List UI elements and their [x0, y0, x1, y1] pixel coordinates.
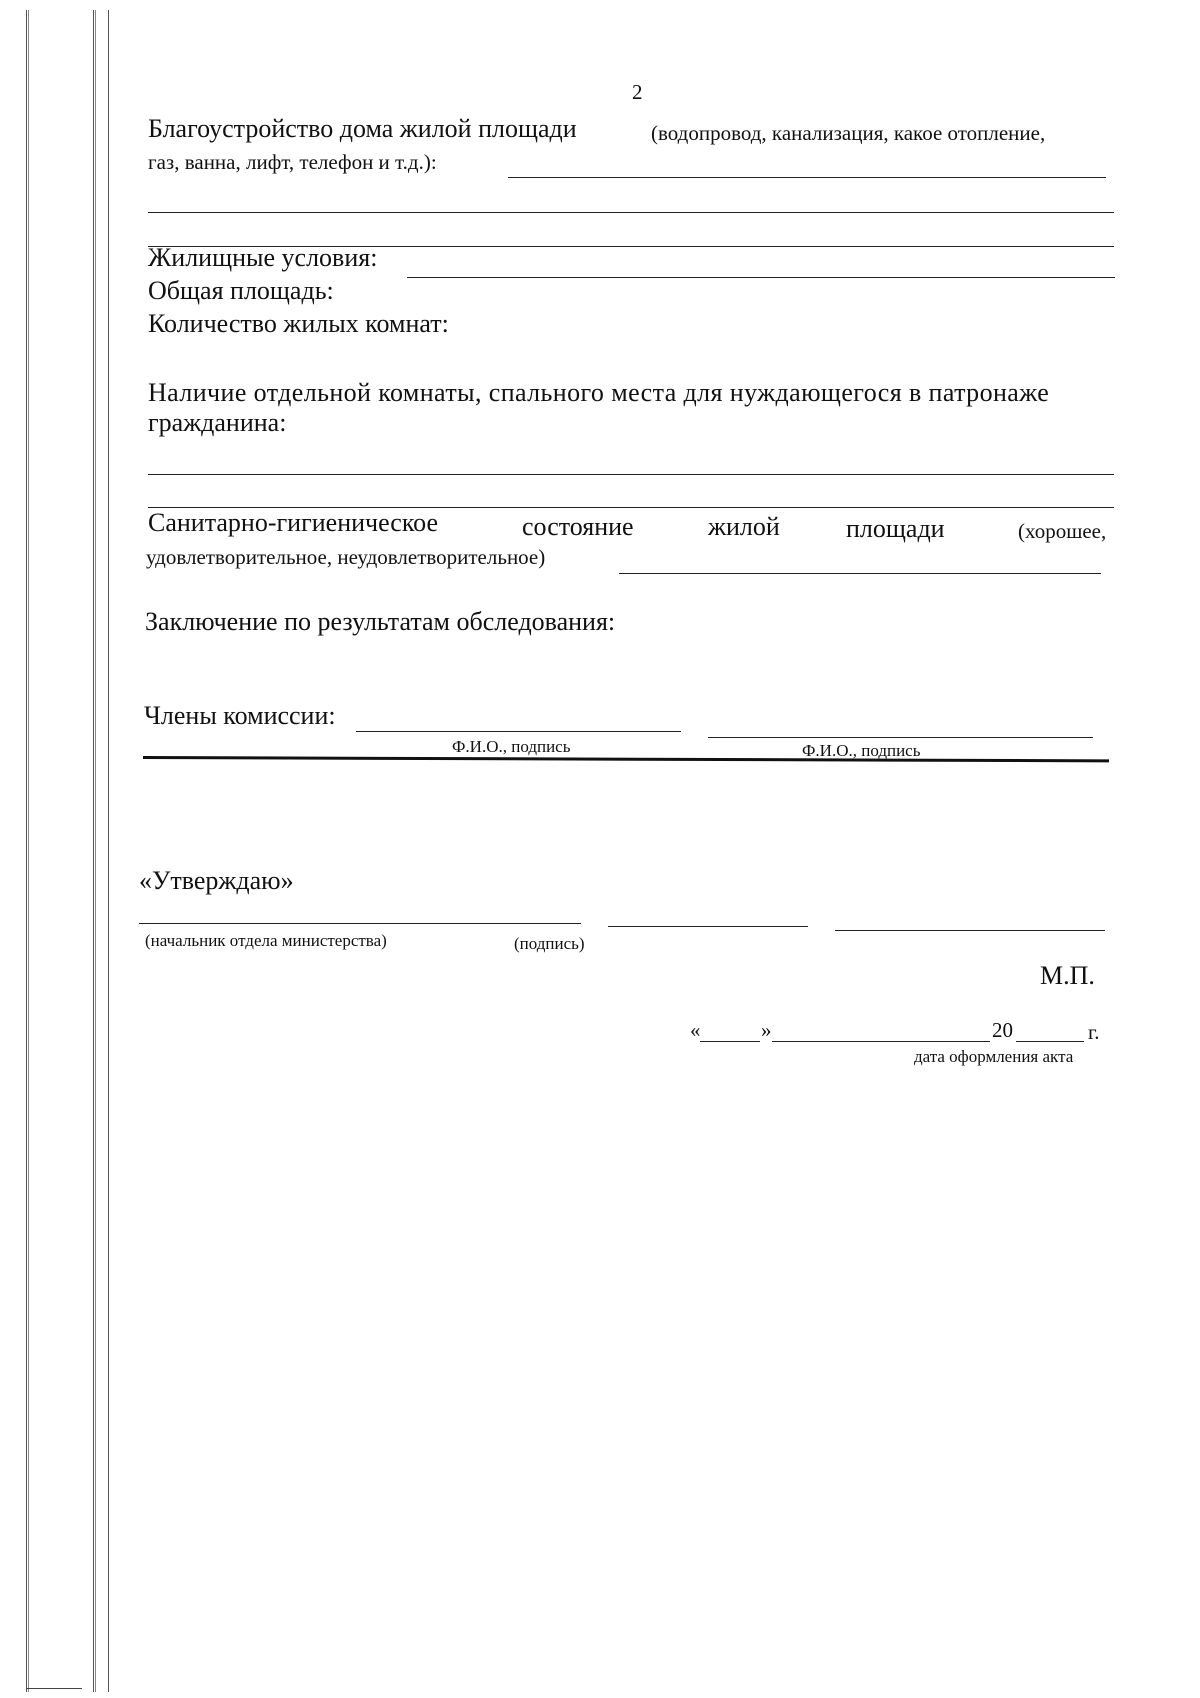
- page-number: 2: [632, 80, 643, 104]
- housing-conditions-fill-line[interactable]: [407, 277, 1115, 278]
- commission-sig-line-1[interactable]: [356, 731, 681, 732]
- rooms-count-label: Количество жилых комнат:: [148, 309, 449, 338]
- date-open-quote: «: [690, 1018, 701, 1042]
- sanitary-word-4: площади: [846, 514, 945, 543]
- sanitary-word-3: жилой: [708, 512, 780, 541]
- date-day-line[interactable]: [700, 1041, 760, 1042]
- approval-head-line[interactable]: [139, 923, 581, 924]
- separate-room-text: Наличие отдельной комнаты, спального места для нуждающегося в патронаже: [148, 378, 1050, 407]
- separate-room-fill-line[interactable]: [148, 474, 1114, 475]
- margin-line: [93, 10, 94, 1692]
- separate-room-line-2: гражданина:: [148, 408, 287, 437]
- separate-room-line-1: [148, 378, 1122, 408]
- approval-head-caption: (начальник отдела министерства): [145, 931, 387, 950]
- amenities-fill-line[interactable]: [508, 177, 1106, 178]
- commission-divider: [143, 756, 1109, 762]
- amenities-paren-2: газ, ванна, лифт, телефон и т.д.):: [148, 150, 437, 174]
- approval-label: «Утверждаю»: [139, 866, 294, 895]
- sanitary-paren-open: (хорошее,: [1018, 519, 1107, 543]
- date-caption: дата оформления акта: [914, 1047, 1074, 1066]
- date-close-quote: »: [761, 1018, 772, 1042]
- amenities-label: Благоустройство дома жилой площади: [148, 114, 577, 143]
- approval-name-line[interactable]: [835, 930, 1105, 931]
- margin-foot-line: [26, 1688, 82, 1689]
- commission-sig-line-2[interactable]: [708, 737, 1093, 738]
- sanitary-line-2: удовлетворительное, неудовлетворительное): [146, 545, 546, 569]
- total-area-label: Общая площадь:: [148, 276, 334, 305]
- date-month-line[interactable]: [772, 1041, 990, 1042]
- commission-label: Члены комиссии:: [144, 701, 336, 730]
- margin-line: [28, 10, 29, 1692]
- housing-conditions-label: Жилищные условия:: [148, 243, 378, 272]
- commission-sig-caption-1: Ф.И.О., подпись: [452, 737, 571, 756]
- conclusion-label: Заключение по результатам обследования:: [145, 607, 616, 636]
- margin-line: [95, 10, 96, 1692]
- sanitary-word-2: состояние: [522, 512, 634, 541]
- amenities-paren-1: (водопровод, канализация, какое отопление,: [651, 121, 1046, 145]
- date-year-line[interactable]: [1016, 1041, 1084, 1042]
- amenities-fill-line-2[interactable]: [148, 212, 1114, 213]
- margin-line: [108, 10, 109, 1692]
- date-year-suffix: г.: [1088, 1020, 1100, 1044]
- stamp-placeholder: М.П.: [1040, 961, 1095, 990]
- approval-sign-line[interactable]: [608, 926, 808, 927]
- margin-line: [26, 10, 27, 1692]
- commission-sig-caption-2: Ф.И.О., подпись: [802, 741, 921, 760]
- sanitary-word-1: Санитарно-гигиеническое: [148, 508, 438, 537]
- approval-sign-caption: (подпись): [514, 934, 585, 953]
- sanitary-fill-line[interactable]: [619, 573, 1101, 574]
- date-year-prefix: 20: [992, 1018, 1013, 1042]
